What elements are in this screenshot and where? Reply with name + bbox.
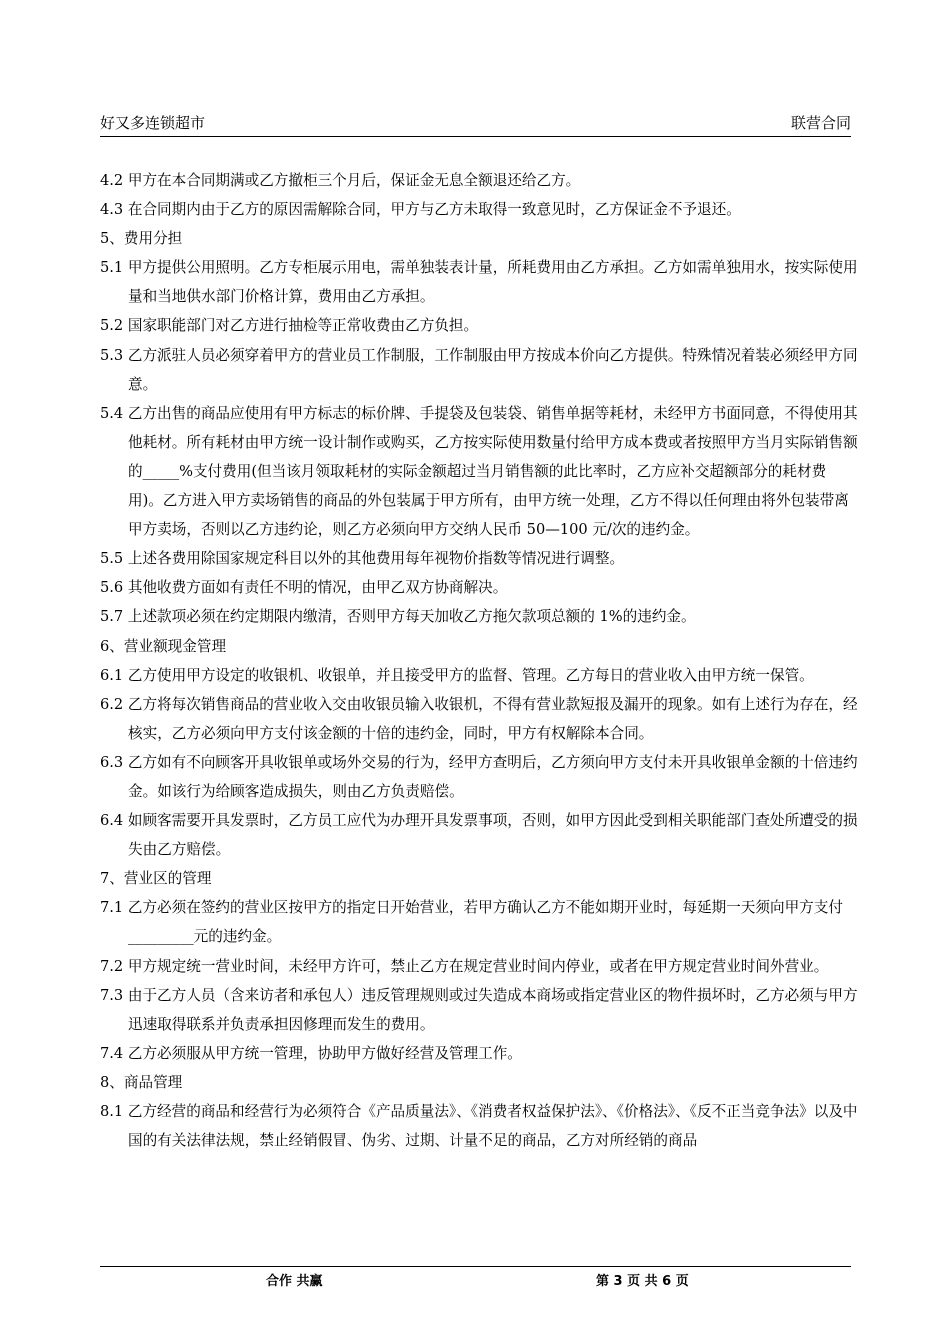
document-body xyxy=(100,166,860,1155)
clause-7-2: 7.2 甲方规定统一营业时间，未经甲方许可，禁止乙方在规定营业时间内停业，或者在甲方规定营业时间外营业。 xyxy=(100,957,829,975)
section-heading-5: 5、费用分担 xyxy=(100,230,183,248)
header-company-name: 好又多连锁超市 xyxy=(100,114,206,132)
clause-7-1: 7.1 乙方必须在签约的营业区按甲方的指定日开始营业，若甲方确认乙方不能如期开业时，每延期一天须向甲方支付_________元的违约金。 xyxy=(100,899,843,946)
clause-5-6: 5.6 其他收费方面如有责任不明的情况，由甲乙双方协商解决。 xyxy=(100,579,508,597)
section-heading-7: 7、营业区的管理 xyxy=(100,870,212,888)
clause-5-2: 5.2 国家职能部门对乙方进行抽检等正常收费由乙方负担。 xyxy=(100,317,479,335)
page-header xyxy=(100,112,851,137)
clause-7-4: 7.4 乙方必须服从甲方统一管理，协助甲方做好经营及管理工作。 xyxy=(100,1044,522,1062)
clause-5-3: 5.3 乙方派驻人员必须穿着甲方的营业员工作制服，工作制服由甲方按成本价向乙方提供。特殊情况着装必须经甲方同意。 xyxy=(100,346,858,393)
page-number: 第 3 页 共 6 页 xyxy=(596,1274,689,1289)
clause-5-1: 5.1 甲方提供公用照明。乙方专柜展示用电，需单独装表计量，所耗费用由乙方承担。乙方如需单独用水，按实际使用量和当地供水部门价格计算，费用由乙方承担。 xyxy=(100,259,858,306)
clause-8-1: 8.1 乙方经营的商品和经营行为必须符合《产品质量法》、《消费者权益保护法》、《价格法》、《反不正当竞争法》以及中国的有关法律法规，禁止经销假冒、伪劣、过期、计量不足的商品，乙方对所经销的商品 xyxy=(100,1103,858,1150)
clause-6-1: 6.1 乙方使用甲方设定的收银机、收银单，并且接受甲方的监督、管理。乙方每日的营业收入由甲方统一保管。 xyxy=(100,666,814,684)
clause-6-2: 6.2 乙方将每次销售商品的营业收入交由收银员输入收银机，不得有营业款短报及漏开的现象。如有上述行为存在，经核实，乙方必须向甲方支付该金额的十倍的违约金，同时，甲方有权解除本合同。 xyxy=(100,695,858,742)
section-heading-8: 8、商品管理 xyxy=(100,1073,183,1091)
clause-4-3: 4.3 在合同期内由于乙方的原因需解除合同，甲方与乙方未取得一致意见时，乙方保证金不予退还。 xyxy=(100,201,741,219)
clause-6-4: 6.4 如顾客需要开具发票时，乙方员工应代为办理开具发票事项，否则，如甲方因此受到相关职能部门查处所遭受的损失由乙方赔偿。 xyxy=(100,812,858,859)
clause-7-3: 7.3 由于乙方人员（含来访者和承包人）违反管理规则或过失造成本商场或指定营业区的物件损坏时，乙方必须与甲方迅速取得联系并负责承担因修理而发生的费用。 xyxy=(100,986,858,1033)
clause-6-3: 6.3 乙方如有不向顾客开具收银单或场外交易的行为，经甲方查明后，乙方须向甲方支付未开具收银单金额的十倍违约金。如该行为给顾客造成损失，则由乙方负责赔偿。 xyxy=(100,753,858,800)
footer-slogan: 合作 共赢 xyxy=(266,1274,323,1289)
section-heading-6: 6、营业额现金管理 xyxy=(100,637,227,655)
clause-4-2: 4.2 甲方在本合同期满或乙方撤柜三个月后，保证金无息全额退还给乙方。 xyxy=(100,172,581,189)
header-document-title: 联营合同 xyxy=(790,114,851,132)
footer-rule xyxy=(100,1266,851,1267)
clause-5-7: 5.7 上述款项必须在约定期限内缴清，否则甲方每天加收乙方拖欠款项总额的 1%的违约金。 xyxy=(100,608,696,626)
clause-5-5: 5.5 上述各费用除国家规定科目以外的其他费用每年视物价指数等情况进行调整。 xyxy=(100,550,625,568)
clause-5-4: 5.4 乙方出售的商品应使用有甲方标志的标价牌、手提袋及包装袋、销售单据等耗材，未经甲方书面同意，不得使用其他耗材。所有耗材由甲方统一设计制作或购买，乙方按实际使用数量付给甲方成本费或者按照甲方当月实际销售额的_____%支付费用(但当该月领取耗材的实际金额超过当月销售额的此比率时，乙方应补交超额部分的耗材费用)。乙方进入甲方卖场销售的商品的外包装属于甲方所有，由甲方统一处理，乙方不得以任何理由将外包装带离甲方卖场，否则以乙方违约论，则乙方必须向甲方交纳人民币 50—100 元/次的违约金。 xyxy=(100,404,858,539)
